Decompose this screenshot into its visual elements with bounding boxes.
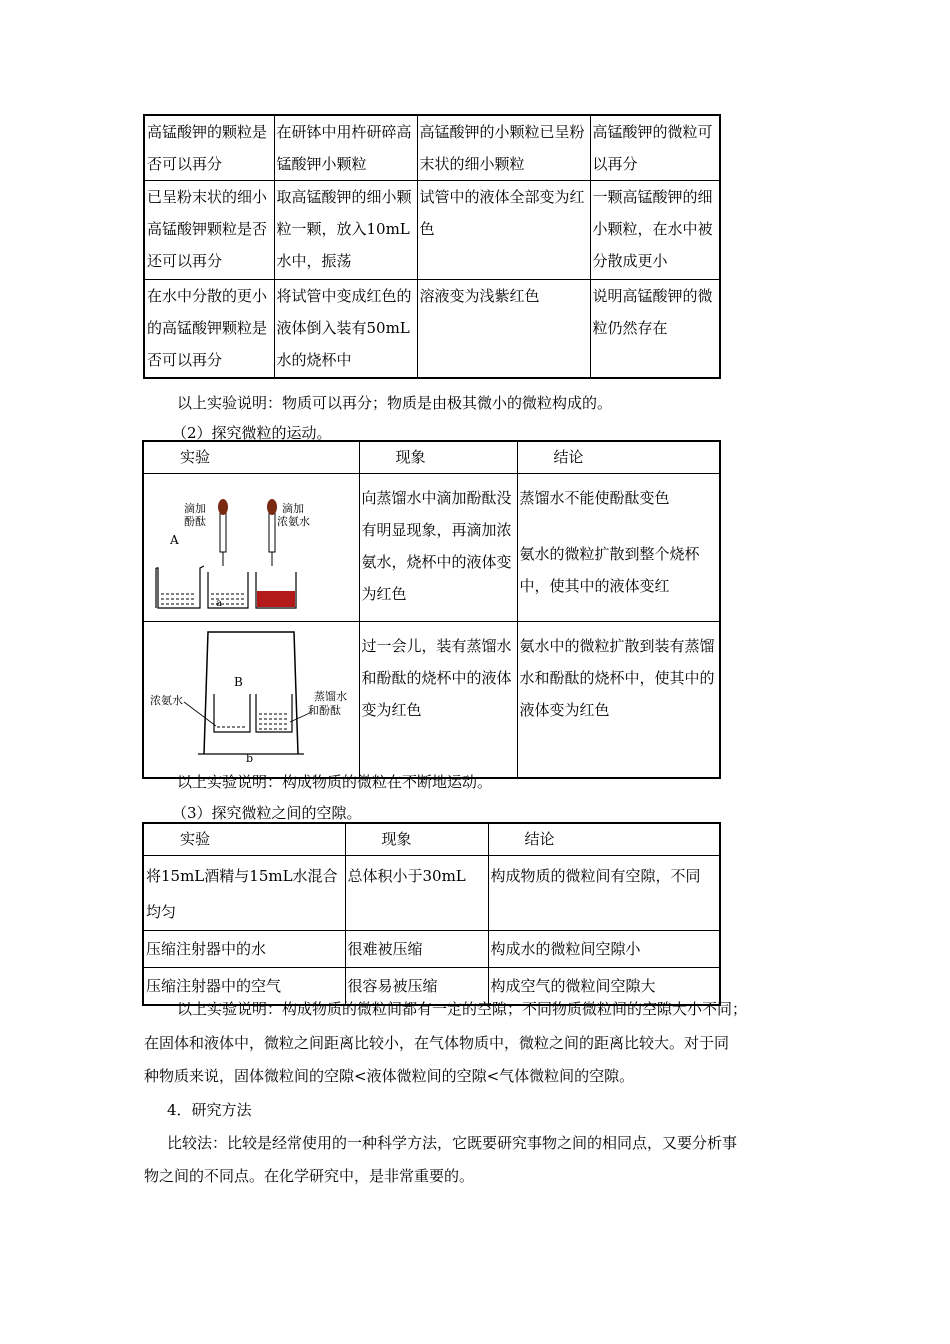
table-header: 实验 <box>143 441 359 473</box>
beaker-1 <box>156 566 204 608</box>
conclusion-a-1: 蒸馏水不能使酚酞变色 <box>519 488 670 507</box>
table-cell: 压缩注射器中的空气 <box>143 967 345 1005</box>
table-cell: 构成空气的微粒间空隙大 <box>488 967 720 1005</box>
figure-a <box>144 474 358 610</box>
table-cell: 将试管中变成红色的液体倒入装有50mL水的烧杯中 <box>274 280 417 378</box>
section-4-title: 4．研究方法 <box>167 1101 252 1119</box>
table-cell: 溶液变为浅紫红色 <box>417 280 590 378</box>
table-cell: 高锰酸钾的颗粒是否可以再分 <box>144 115 274 181</box>
phenomenon-b: 过一会儿，装有蒸馏水和酚酞的烧杯中的液体变为红色 <box>359 621 517 778</box>
table-cell: 取高锰酸钾的细小颗粒一颗，放入10mL水中，振荡 <box>274 181 417 280</box>
label-dropper-2b: 浓氨水 <box>277 514 310 528</box>
table-particle-motion <box>142 440 721 779</box>
conclusion-a-2: 氨水的微粒扩散到整个烧杯中，使其中的液体变红 <box>519 544 700 595</box>
conclusion-1: 以上实验说明：物质可以再分；物质是由极其微小的微粒构成的。 <box>177 394 613 412</box>
section-3-title: （3）探究微粒之间的空隙。 <box>172 804 362 822</box>
conclusion-b: 氨水中的微粒扩散到装有蒸馏水和酚酞的烧杯中，使其中的液体变为红色 <box>517 621 720 778</box>
label-A: A <box>170 532 179 547</box>
conclusion-3-line-2: 在固体和液体中，微粒之间距离比较小，在气体物质中，微粒之间的距离比较大。对于同 <box>144 1034 730 1052</box>
table-header: 现象 <box>359 441 517 473</box>
table-cell: 压缩注射器中的水 <box>143 930 345 967</box>
conclusion-3-line-1: 以上实验说明：构成物质的微粒间都有一定的空隙；不同物质微粒间的空隙大小不同； <box>177 1000 748 1018</box>
table-cell: 在研钵中用杵研碎高锰酸钾小颗粒 <box>274 115 417 181</box>
caption-b: b <box>246 751 254 765</box>
label-ammonia: 浓氨水 <box>150 693 183 707</box>
section-2-title: （2）探究微粒的运动。 <box>172 424 332 442</box>
label-dropper-1: 滴加 <box>184 501 206 515</box>
label-water: 蒸馏水 <box>314 689 347 703</box>
beaker-water-phenolphthalein <box>256 694 292 732</box>
beaker-2 <box>208 572 248 608</box>
phenomenon-a: 向蒸馏水中滴加酚酞没有明显现象，再滴加浓氨水，烧杯中的液体变为红色 <box>359 473 517 621</box>
figure-b <box>144 622 358 766</box>
table-particle-division <box>143 114 721 379</box>
label-dropper-1b: 酚酞 <box>184 514 206 528</box>
label-phenolphthalein: 和酚酞 <box>308 703 341 717</box>
table-cell: 在水中分散的更小的高锰酸钾颗粒是否可以再分 <box>144 280 274 378</box>
conclusion-2: 以上实验说明：构成物质的微粒在不断地运动。 <box>177 773 493 791</box>
beaker-3-red <box>256 572 296 608</box>
figure-a-cell <box>143 473 359 621</box>
method-line-2: 物之间的不同点。在化学研究中，是非常重要的。 <box>144 1167 475 1185</box>
bell-jar <box>198 632 304 754</box>
table-cell: 将15mL酒精与15mL水混合均匀 <box>143 855 345 930</box>
table-cell: 高锰酸钾的微粒可以再分 <box>590 115 720 181</box>
figure-b-cell <box>143 621 359 778</box>
table-cell: 说明高锰酸钾的微粒仍然存在 <box>590 280 720 378</box>
table-cell: 总体积小于30mL <box>345 855 488 930</box>
table-particle-gaps <box>142 822 721 1006</box>
table-cell: 很容易被压缩 <box>345 967 488 1005</box>
table-cell: 构成物质的微粒间有空隙，不同 <box>488 855 720 930</box>
dropper-1 <box>218 499 228 566</box>
table-header: 现象 <box>345 823 488 855</box>
table-header: 结论 <box>488 823 720 855</box>
conclusion-3-line-3: 种物质来说，固体微粒间的空隙<液体微粒间的空隙<气体微粒间的空隙。 <box>144 1067 635 1085</box>
label-dropper-2: 滴加 <box>282 501 304 515</box>
caption-a: a <box>216 597 222 609</box>
table-header: 实验 <box>143 823 345 855</box>
conclusion-a <box>517 473 720 621</box>
method-line-1: 比较法：比较是经常使用的一种科学方法，它既要研究事物之间的相同点，又要分析事 <box>167 1134 738 1152</box>
table-cell: 高锰酸钾的小颗粒已呈粉末状的细小颗粒 <box>417 115 590 181</box>
table-cell: 试管中的液体全部变为红色 <box>417 181 590 280</box>
table-cell: 已呈粉末状的细小高锰酸钾颗粒是否还可以再分 <box>144 181 274 280</box>
table-cell: 一颗高锰酸钾的细小颗粒，在水中被分散成更小 <box>590 181 720 280</box>
table-header: 结论 <box>517 441 720 473</box>
table-cell: 很难被压缩 <box>345 930 488 967</box>
dropper-2 <box>267 499 277 566</box>
beaker-ammonia <box>214 694 250 732</box>
label-B: B <box>234 674 243 689</box>
table-cell: 构成水的微粒间空隙小 <box>488 930 720 967</box>
